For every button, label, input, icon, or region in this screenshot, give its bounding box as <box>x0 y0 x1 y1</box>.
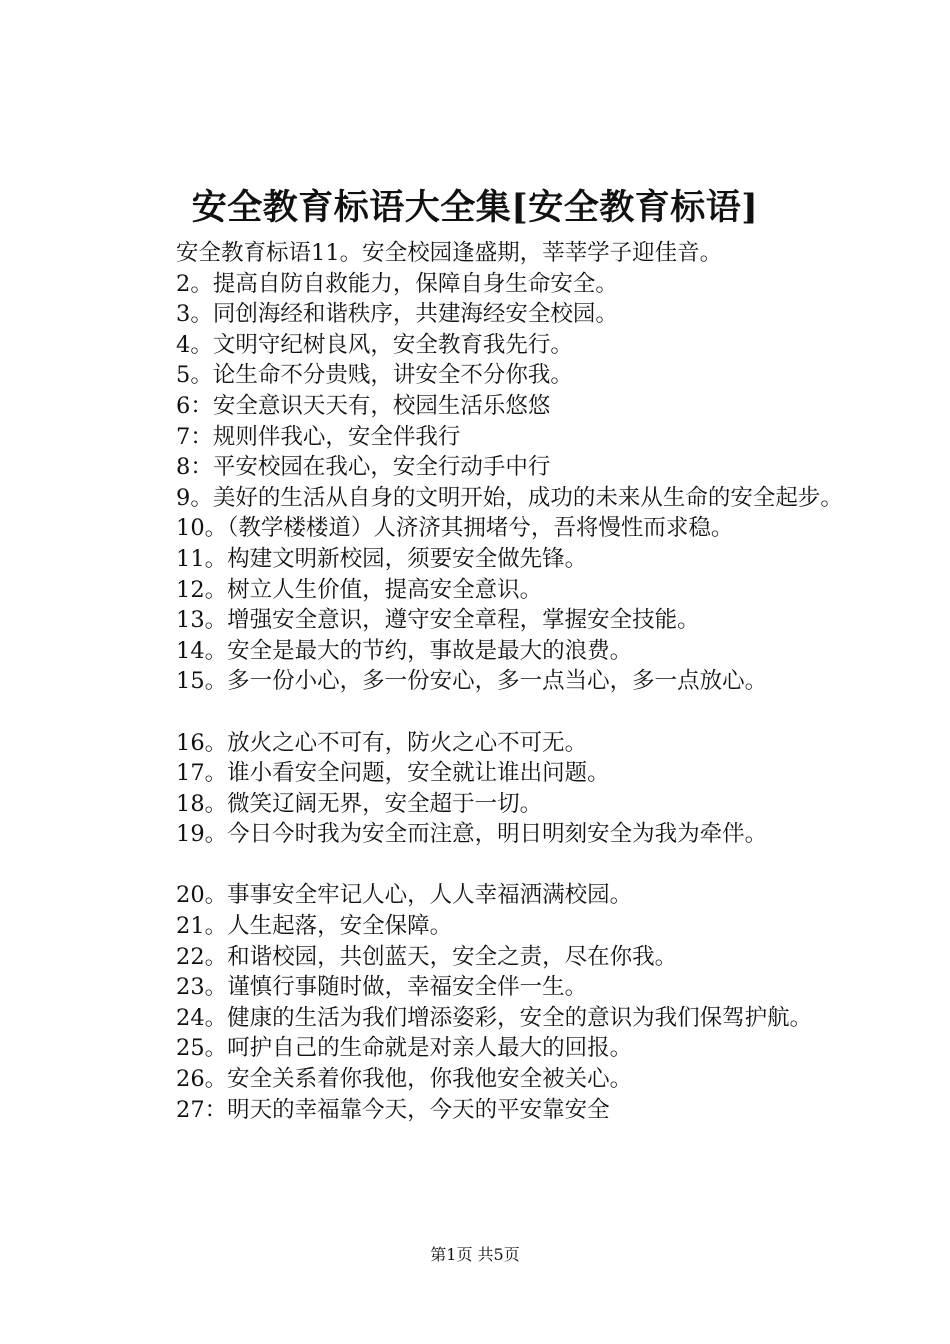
slogan-line: 20。事事安全牢记人心，人人幸福洒满校园。 <box>176 882 633 909</box>
slogan-line: 21。人生起落，安全保障。 <box>176 913 453 940</box>
slogan-line: 7：规则伴我心，安全伴我行 <box>176 423 461 450</box>
slogan-line: 6：安全意识天天有，校园生活乐悠悠 <box>176 392 551 419</box>
slogan-line: 25。呵护自己的生命就是对亲人最大的回报。 <box>176 1035 633 1062</box>
slogan-line: 12。树立人生价值，提高安全意识。 <box>176 576 543 603</box>
page-footer: 第1页 共5页 <box>430 1245 520 1264</box>
slogan-line: 4。文明守纪树良风，安全教育我先行。 <box>176 331 573 358</box>
slogan-line: 3。同创海经和谐秩序，共建海经安全校园。 <box>176 301 618 328</box>
slogan-line: 24。健康的生活为我们增添姿彩，安全的意识为我们保驾护航。 <box>176 1004 813 1031</box>
slogan-line: 22。和谐校园，共创蓝天，安全之责，尽在你我。 <box>176 943 678 970</box>
slogan-line: 16。放火之心不可有，防火之心不可无。 <box>176 729 588 756</box>
blank-line <box>130 850 850 881</box>
document-body <box>130 238 850 1125</box>
slogan-line: 5。论生命不分贵贱，讲安全不分你我。 <box>176 362 573 389</box>
slogan-line: 15。多一份小心，多一份安心，多一点当心，多一点放心。 <box>176 668 768 695</box>
slogan-line: 23。谨慎行事随时做，幸福安全伴一生。 <box>176 974 588 1001</box>
slogan-line: 9。美好的生活从自身的文明开始，成功的未来从生命的安全起步。 <box>176 484 843 511</box>
slogan-line: 26。安全关系着你我他，你我他安全被关心。 <box>176 1066 633 1093</box>
slogan-line: 14。安全是最大的节约，事故是最大的浪费。 <box>176 637 633 664</box>
slogan-line: 2。提高自防自救能力，保障自身生命安全。 <box>176 270 618 297</box>
page-title: 安全教育标语大全集[安全教育标语] <box>191 187 759 228</box>
slogan-line: 8：平安校园在我心，安全行动手中行 <box>176 454 551 481</box>
slogan-line: 17。谁小看安全问题，安全就让谁出问题。 <box>176 760 610 787</box>
blank-line <box>130 697 850 728</box>
slogan-line: 10。（教学楼楼道）人济济其拥堵兮，吾将慢性而求稳。 <box>176 515 734 542</box>
slogan-line: 安全教育标语11。安全校园逢盛期，莘莘学子迎佳音。 <box>176 240 723 266</box>
slogan-line: 18。微笑辽阔无界，安全超于一切。 <box>176 790 543 817</box>
slogan-line: 11。构建文明新校园，须要安全做先锋。 <box>176 545 588 572</box>
slogan-line: 13。增强安全意识，遵守安全章程，掌握安全技能。 <box>176 607 700 634</box>
slogan-line: 27：明天的幸福靠今天，今天的平安靠安全 <box>176 1096 610 1123</box>
slogan-line: 19。今日今时我为安全而注意，明日明刻安全为我为牵伴。 <box>176 821 768 848</box>
